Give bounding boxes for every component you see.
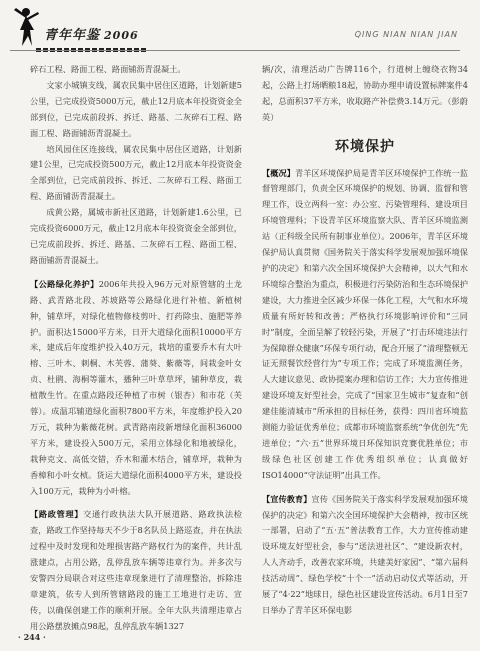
section-title: 环境保护 <box>335 138 395 155</box>
yearbook-pinyin-title: QING NIAN NIAN JIAN <box>354 30 458 39</box>
paragraph: 成黄公路，属城市新社区道路，计划新建1.6公里，已完成投资6000万元，截止12月底本年投资资金全部到位，已完成前段拆、拆迁、路基、二灰碎石工程、路面工程、路面铺沥青混凝土。 <box>30 207 242 265</box>
paragraph: 文家小城镇支线，属农民集中居住区道路，计划新建5公里，已完成投资5000万元，截止12月底本年投资资金全部到位，已完成前段拆、拆迁、路基、二灰碎石工程、路面工程、路面铺沥青混凝土。 <box>30 79 242 138</box>
right-column <box>262 62 468 619</box>
paragraph-overview <box>262 166 468 484</box>
header-rule <box>10 50 460 51</box>
page-number: · 244 · <box>18 632 46 642</box>
cheering-figure-logo-icon <box>10 6 40 48</box>
paragraph-greening-maintenance <box>30 277 242 500</box>
paragraph-text: 2006年共投入96万元对原管辖的土龙路、武青路北段、苏坡路等公路绿化进行补植、新植树种，铺草坪，对绿化植物修枝剪叶、打药除虫、施肥等养护。面积达15000平方米，日开大道绿化面积10000平方米，建成后年度维护投入40万元，栽培的重要乔木有大叶榕、三叶木、刺桐、木芙蓉、蒲葵、紫薇等，间栽金叶女贞、杜鹃、海桐等灌木，播种三叶草草坪，铺种草皮，栽植散生竹。在重点路段还种植了市树（银杏）和市花（芙蓉）。成温邛辅道绿化面积7800平方米，年度维护投入20万元，栽种为紫薇花树。武青路南段新增绿化面积36000平方米，建设投入500万元，采用立体绿化和地被绿化，栽种克文、高低交错，乔木和灌木结合，铺草坪，栽种为香樟和小叶女桢。货运大道绿化面积4000平方米，建设投入100万元，栽种为小叶榕。 <box>30 278 242 496</box>
left-column <box>30 62 242 635</box>
yearbook-title <box>44 24 139 43</box>
section-tag: 【概况】 <box>262 167 295 178</box>
section-tag: 【路政管理】 <box>30 509 84 520</box>
section-tag: 【公路绿化养护】 <box>30 278 99 289</box>
page-header <box>0 0 480 58</box>
paragraph-text: 宣传《国务院关于落实科学发展观加强环境保护的决定》和第六次全国环境保护大会精神，按市区统一部署，启动了“五·五”普法教育工作，大力宣传推动建设环境友好型社会，参与“送法进社区”、“建设新农村，人人齐动手，改善农家环境，共建美好家园”、“第六届科技活动周”、绿色学校“十个一”活动启动仪式等活动，开展了“4·22”地球日，绿色社区建设宣传活动。6月1日至7日举办了青羊区环保电影 <box>262 493 468 615</box>
paragraph-road-administration <box>30 507 242 634</box>
paragraph: 培风园住区连接线，属农民集中居住区道路，计划新建1公里，已完成投资500万元，截止12月底本年投资资金全部到位，已完成前段拆、拆迁、二灰碎石工程、路面工程、路面铺沥青混凝土。 <box>30 143 242 202</box>
section-tag: 【宣传教育】 <box>262 493 312 504</box>
paragraph-text: 交通行政执法大队开展道路、路政执法检查，路政工作坚持每天不少于8名队员上路巡查，并在执法过程中及时发现和处理损害路产路权行为的案件，共计乱涨建点，占用公路，乱停乱放车辆等违章行为。并多次与安警四分局联合对这些违章现象进行了清理整治，拆除违章建筑，依专人到所管辖路段的施工工地进行走访、宣传，以确保创建工作的顺利开展。全年大队共清理违章占用公路摆放摊点98起，乱停乱放车辆1327 <box>30 509 242 631</box>
paragraph-publicity-education <box>262 492 468 619</box>
paragraph: 辆/次，清理活动广告牌116个，行道树上缠绕衣物34起，公路上打场晒粮18起，协助办理申请设置标牌案件4起，总面积37平方米，收取路产补偿费3.14万元。（彭蔚英） <box>262 64 468 122</box>
paragraph-text: 青羊区环境保护局是青羊区环境保护工作统一监督管理部门，负责全区环境保护的规划、协调、监督和管理工作，设立两科一室：办公室、污染管理科、建设项目环境管理科；下设青羊区环境监察大队、青羊区环境监测站（正科级全民所有制事业单位）。2006年，青羊区环境保护局认真贯彻《国务院关于落实科学发展观加强环境保护的决定》和第六次全国环境保护大会精神，以大气和水环境综合整治为重点，积极进行污染防治和生态环境保护建设，大力推进全区减少环保一体化工程，大气和水环境质量有所好转和改善；严格执行环境影响评价和“三同时”制度，全面呈解了较轻污染，开展了“打击环境违法行为保障群众健康”环保专项行动，配合开展了“清理整顿无证无照餐饮经营行为”专项工作；完成了环境监测任务，人大建议意见、政协提案办理和信访工作；大力宣传推进建设环境友好型社会，完成了“国家卫生城市”复查和“创建佳能清城市”所承担的目标任务，获得：四川省环境监测能力验证优秀单位；成都市环境监察系统“争优创先”先进单位；“六·五”世界环境日环保知识竞赛优胜单位；市级绿色社区创建工作优秀组织单位；认真做好ISO14000“守法证明”出具工作。 <box>262 167 468 480</box>
yearbook-year: 2006 <box>104 29 139 42</box>
paragraph: 碎石工程、路面工程、路面铺沥青混凝土。 <box>30 64 186 74</box>
yearbook-name: 青年年鉴 <box>44 28 101 43</box>
